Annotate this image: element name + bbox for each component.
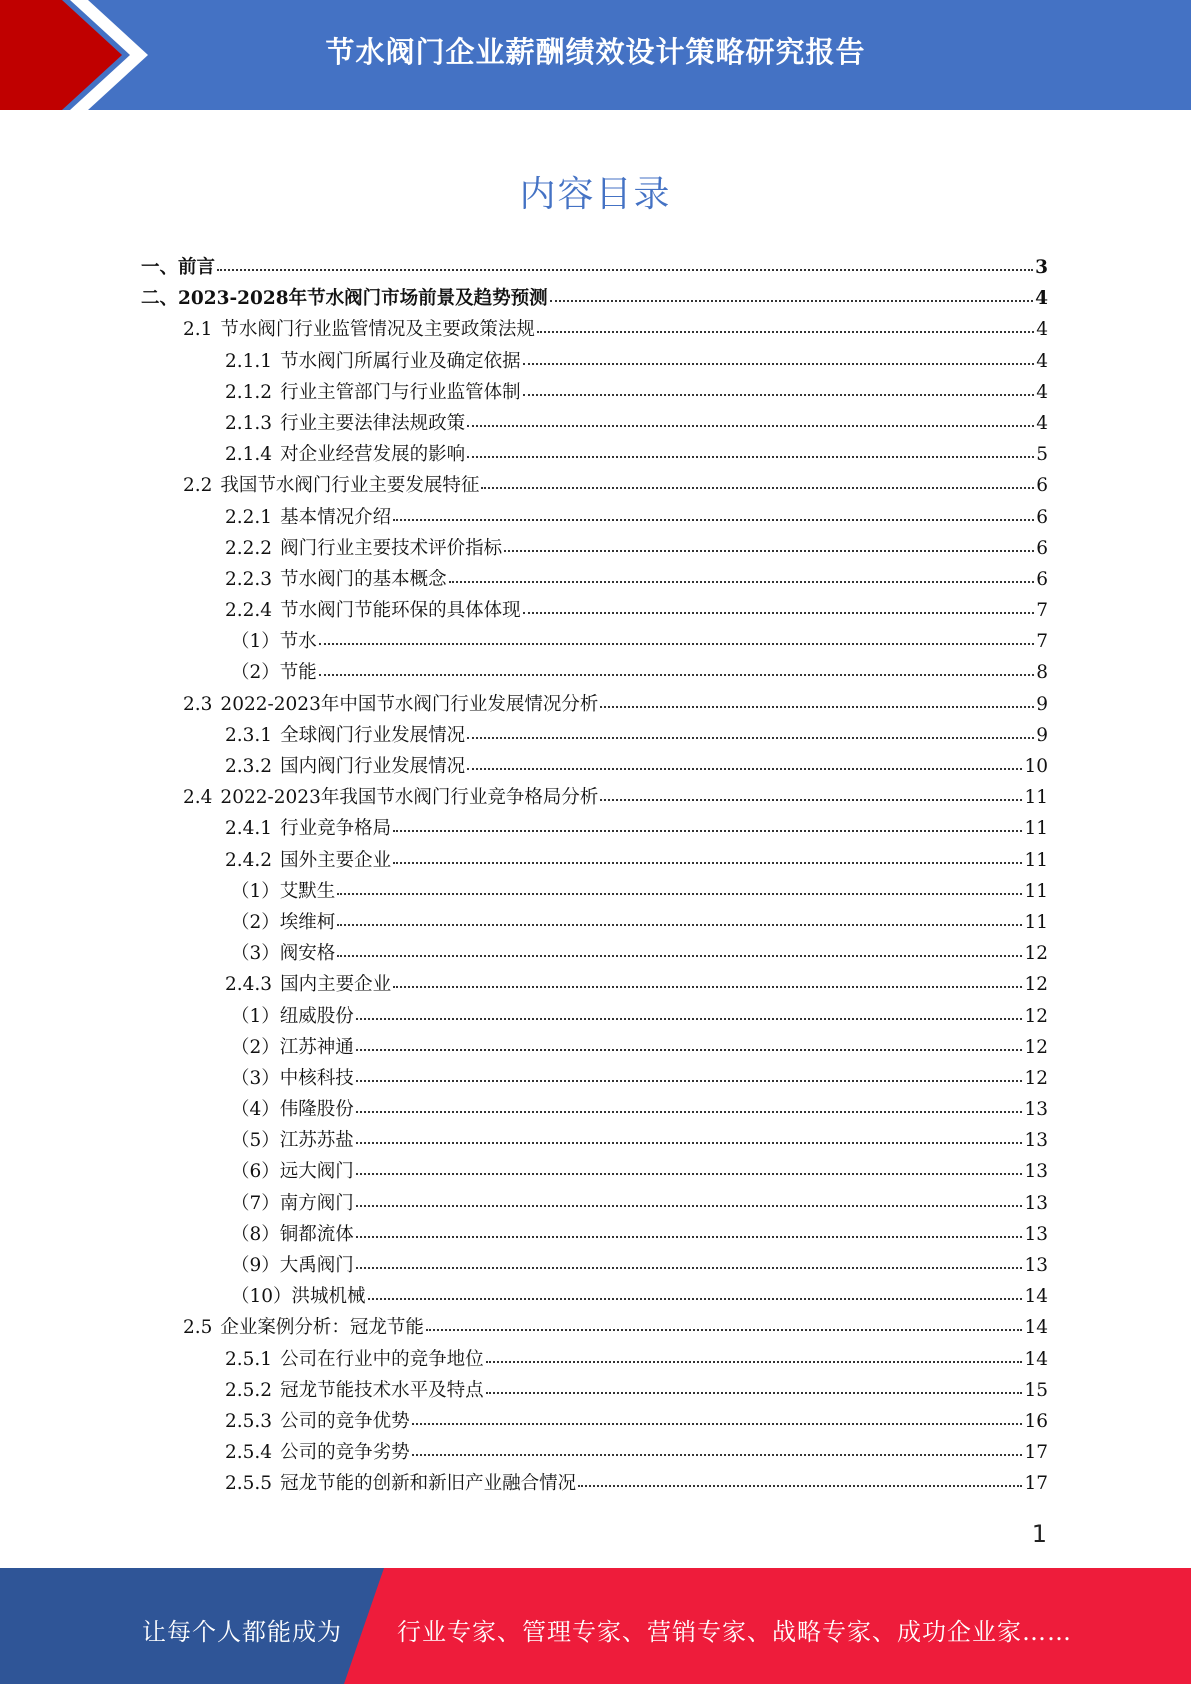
toc-entry-page: 3 [1035, 257, 1048, 278]
toc-leader-dots [426, 1315, 1023, 1332]
toc-entry-text: 艾默生 [279, 880, 336, 902]
toc-entry[interactable] [141, 627, 1048, 658]
toc-entry-text: 节水阀门所属行业及确定依据 [280, 350, 521, 372]
toc-leader-dots [550, 286, 1033, 303]
toc-entry-label [231, 1064, 354, 1090]
toc-entry-text: 前言 [178, 257, 216, 278]
toc-entry-text: 伟隆股份 [279, 1099, 354, 1121]
toc-entry-label [231, 908, 335, 934]
toc-entry-label [225, 378, 521, 404]
toc-entry[interactable] [141, 315, 1048, 346]
toc-entry-number: （7） [231, 1192, 280, 1214]
toc-entry[interactable] [141, 1126, 1048, 1157]
toc-entry[interactable] [141, 1157, 1048, 1188]
toc-entry-number: 2.5 [183, 1317, 213, 1339]
toc-entry-page: 12 [1024, 1036, 1048, 1058]
toc-leader-dots [319, 629, 1034, 646]
toc-entry-text: 国内主要企业 [280, 974, 392, 996]
toc-entry-text: 国内阀门行业发展情况 [280, 756, 466, 777]
toc-entry-label [225, 752, 465, 778]
toc-entry[interactable] [141, 253, 1048, 284]
toc-entry-number: （3） [231, 1067, 280, 1089]
toc-leader-dots [486, 1346, 1023, 1363]
toc-entry-label [231, 1095, 354, 1121]
toc-entry-label [225, 347, 521, 373]
toc-entry-text: 洪城机械 [291, 1286, 366, 1308]
toc-entry-label [183, 471, 479, 497]
toc-entry-text: 国外主要企业 [280, 849, 392, 871]
toc-entry-page: 11 [1024, 880, 1048, 902]
toc-entry[interactable] [141, 721, 1048, 752]
toc-entry-number: （2） [231, 911, 280, 933]
toc-entry[interactable] [141, 658, 1048, 689]
toc-entry-number: （10） [231, 1286, 292, 1308]
toc-entry-label [225, 721, 465, 747]
toc-entry-label [183, 783, 598, 809]
toc-entry-label [231, 1002, 354, 1028]
toc-entry-page: 13 [1024, 1255, 1048, 1276]
toc-entry-label [231, 627, 317, 653]
toc-entry[interactable] [141, 534, 1048, 565]
toc-entry[interactable] [141, 1376, 1048, 1407]
toc-entry-text: 远大阀门 [279, 1161, 354, 1183]
toc-entry-page: 12 [1024, 1067, 1048, 1089]
toc-entry[interactable] [141, 908, 1048, 939]
toc-entry-label [225, 565, 447, 591]
toc-leader-dots [600, 785, 1022, 802]
toc-entry-page: 12 [1024, 1005, 1048, 1027]
toc-leader-dots [356, 1190, 1023, 1207]
toc-leader-dots [393, 504, 1034, 521]
toc-leader-dots [412, 1439, 1023, 1456]
toc-entry-label [231, 1220, 354, 1246]
toc-entry-number: 二、 [141, 288, 179, 310]
toc-entry-page: 6 [1036, 475, 1048, 497]
toc-entry-text: 企业案例分析：冠龙节能 [220, 1317, 424, 1339]
toc-entry[interactable] [141, 939, 1048, 970]
page-number: 1 [1031, 1520, 1047, 1548]
toc-entry-text: 冠龙节能的创新和新旧产业融合情况 [280, 1473, 577, 1495]
toc-entry-number: 2.5.5 [225, 1473, 273, 1495]
toc-leader-dots [523, 597, 1035, 614]
toc-entry-text: 公司在行业中的竞争地位 [280, 1348, 484, 1370]
toc-entry-page: 7 [1036, 600, 1048, 622]
toc-entry[interactable] [141, 1002, 1048, 1033]
toc-entry[interactable] [141, 1095, 1048, 1126]
toc-entry-page: 11 [1024, 911, 1048, 933]
toc-entry-text: 江苏神通 [279, 1036, 354, 1058]
toc-entry-text: 节水阀门的基本概念 [280, 568, 447, 590]
toc-entry-text: 冠龙节能技术水平及特点 [280, 1379, 484, 1401]
footer-slogan-right: 行业专家、管理专家、营销专家、战略专家、成功企业家…… [397, 1618, 1072, 1646]
toc-entry[interactable] [141, 378, 1048, 409]
toc-entry-number: （2） [231, 1036, 280, 1058]
toc-entry-page: 7 [1036, 631, 1048, 653]
toc-entry-page: 11 [1024, 818, 1048, 840]
toc-entry-number: 2.4.1 [225, 818, 273, 840]
toc-entry-number: 2.2.3 [225, 568, 273, 590]
toc-entry-page: 13 [1024, 1161, 1048, 1183]
toc-entry-text: 公司的竞争劣势 [280, 1442, 410, 1464]
toc-entry-label [231, 1157, 354, 1183]
toc-entry-number: 2.1.3 [225, 412, 273, 434]
toc-leader-dots [467, 410, 1034, 427]
toc-entry-number: （6） [231, 1161, 280, 1183]
toc-entry-label [231, 939, 335, 965]
toc-entry-text: 行业主管部门与行业监管体制 [280, 381, 521, 403]
toc-leader-dots [356, 1065, 1023, 1082]
toc-entry-text: 基本情况介绍 [280, 506, 392, 528]
toc-entry-text: 公司的竞争优势 [280, 1410, 410, 1432]
toc-entry-page: 17 [1024, 1442, 1048, 1464]
toc-entry-label [231, 1126, 354, 1152]
toc-entry-number: 2.1.4 [225, 444, 273, 466]
toc-entry-text: 2022-2023年中国节水阀门行业发展情况分析 [220, 693, 599, 715]
toc-entry-page: 14 [1024, 1286, 1048, 1308]
toc-entry-page: 13 [1024, 1130, 1048, 1152]
toc-entry-number: （1） [231, 1005, 280, 1027]
toc-entry-page: 9 [1036, 693, 1048, 715]
toc-leader-dots [356, 1221, 1023, 1238]
toc-entry[interactable] [141, 409, 1048, 440]
toc-entry-number: 2.3 [183, 693, 213, 715]
toc-entry-page: 6 [1036, 537, 1048, 559]
toc-entry-label [141, 284, 548, 310]
toc-entry-label [231, 877, 335, 903]
toc-entry-number: 2.3.1 [225, 724, 273, 746]
toc-entry-label [141, 253, 215, 279]
toc-leader-dots [449, 566, 1035, 583]
toc-entry[interactable] [141, 471, 1048, 502]
toc-entry-number: （9） [231, 1255, 280, 1276]
toc-entry-page: 10 [1024, 756, 1048, 777]
toc-entry-number: （3） [231, 943, 280, 965]
toc-entry-page: 4 [1036, 319, 1048, 341]
toc-leader-dots [600, 691, 1034, 708]
toc-entry-text: 埃维柯 [279, 911, 336, 933]
toc-entry[interactable] [141, 347, 1048, 378]
toc-entry-label [225, 1407, 410, 1433]
toc-entry-text: 节水 [279, 631, 317, 653]
toc-leader-dots [356, 1034, 1023, 1051]
toc-entry-label [225, 1469, 576, 1495]
toc-entry[interactable] [141, 1345, 1048, 1376]
toc-entry-page: 4 [1036, 350, 1048, 372]
toc-entry-label [225, 1438, 410, 1464]
toc-leader-dots [467, 722, 1034, 739]
toc-leader-dots [337, 909, 1022, 926]
toc-leader-dots [467, 753, 1022, 770]
toc-entry-label [225, 409, 465, 435]
toc-entry-text: 行业竞争格局 [280, 818, 392, 840]
toc-leader-dots [337, 878, 1022, 895]
toc-entry[interactable] [141, 690, 1048, 721]
toc-title: 内容目录 [519, 174, 672, 215]
toc-entry-label [225, 534, 502, 560]
toc-entry-page: 12 [1024, 943, 1048, 965]
toc-leader-dots [486, 1377, 1023, 1394]
toc-entry-page: 17 [1024, 1473, 1048, 1495]
toc-entry-page: 11 [1024, 849, 1048, 871]
toc-entry[interactable] [141, 1407, 1048, 1438]
toc-entry[interactable] [141, 1033, 1048, 1064]
toc-entry-label [225, 846, 391, 872]
toc-entry-text: 节水阀门节能环保的具体体现 [280, 600, 521, 622]
toc-entry-page: 12 [1024, 974, 1048, 996]
toc-entry[interactable] [141, 1282, 1048, 1313]
toc-entry-number: 2.4 [183, 787, 213, 809]
toc-leader-dots [368, 1284, 1023, 1301]
toc-entry-text: 2023-2028年节水阀门市场前景及趋势预测 [178, 288, 548, 310]
toc-entry[interactable] [141, 752, 1048, 783]
toc-entry-label [225, 814, 391, 840]
toc-entry-label [231, 658, 317, 684]
toc-entry-page: 13 [1024, 1223, 1048, 1245]
toc-leader-dots [356, 1128, 1023, 1145]
toc-entry-page: 13 [1024, 1099, 1048, 1121]
toc-entry-page: 9 [1036, 724, 1048, 746]
toc-entry-number: 2.3.2 [225, 756, 273, 777]
toc-entry-label [225, 596, 521, 622]
table-of-contents [141, 253, 1048, 1501]
toc-entry-number: 2.2 [183, 475, 213, 497]
toc-leader-dots [356, 1096, 1023, 1113]
toc-entry-page: 5 [1036, 444, 1048, 466]
toc-entry-text: 南方阀门 [279, 1192, 354, 1214]
toc-leader-dots [523, 379, 1035, 396]
toc-entry[interactable] [141, 970, 1048, 1001]
toc-entry[interactable] [141, 565, 1048, 596]
toc-entry-page: 14 [1024, 1348, 1048, 1370]
toc-entry-text: 行业主要法律法规政策 [280, 412, 466, 434]
toc-entry-number: （1） [231, 631, 280, 653]
toc-leader-dots [356, 1252, 1023, 1269]
toc-entry-text: 全球阀门行业发展情况 [280, 724, 466, 746]
toc-entry[interactable] [141, 1469, 1048, 1500]
toc-leader-dots [481, 473, 1034, 490]
toc-entry-label [183, 690, 598, 716]
toc-entry[interactable] [141, 783, 1048, 814]
toc-entry-text: 我国节水阀门行业主要发展特征 [220, 475, 480, 497]
toc-entry[interactable] [141, 596, 1048, 627]
toc-entry[interactable] [141, 1189, 1048, 1220]
toc-leader-dots [537, 317, 1034, 334]
toc-entry-text: 节水阀门行业监管情况及主要政策法规 [220, 319, 535, 341]
toc-entry-label [225, 503, 391, 529]
page-footer [0, 1568, 1191, 1684]
toc-entry-number: 一、 [141, 257, 179, 278]
toc-entry-number: 2.4.3 [225, 974, 273, 996]
toc-entry-page: 6 [1036, 568, 1048, 590]
toc-entry-label [225, 1376, 484, 1402]
toc-entry-number: 2.2.2 [225, 537, 273, 559]
toc-entry[interactable] [141, 1313, 1048, 1344]
toc-entry[interactable] [141, 1251, 1048, 1282]
toc-entry-label [231, 1189, 354, 1215]
toc-leader-dots [504, 535, 1034, 552]
toc-entry-text: 对企业经营发展的影响 [280, 444, 466, 466]
toc-entry-label [225, 440, 465, 466]
toc-entry-page: 16 [1024, 1410, 1048, 1432]
toc-entry-label [183, 1313, 424, 1339]
toc-leader-dots [217, 254, 1033, 271]
toc-entry-label [225, 970, 391, 996]
toc-entry[interactable] [141, 814, 1048, 845]
toc-leader-dots [393, 816, 1022, 833]
toc-leader-dots [412, 1408, 1023, 1425]
toc-entry[interactable] [141, 846, 1048, 877]
toc-entry-page: 15 [1024, 1379, 1048, 1401]
toc-entry-number: 2.4.2 [225, 849, 273, 871]
toc-entry-number: （1） [231, 880, 280, 902]
toc-leader-dots [337, 940, 1022, 957]
toc-entry-page: 6 [1036, 506, 1048, 528]
toc-entry-number: （5） [231, 1130, 280, 1152]
toc-entry-text: 铜都流体 [279, 1223, 354, 1245]
toc-entry-page: 8 [1036, 662, 1048, 684]
page-header [0, 0, 1191, 110]
toc-entry-text: 江苏苏盐 [279, 1130, 354, 1152]
toc-leader-dots [467, 441, 1034, 458]
toc-entry-page: 4 [1035, 288, 1048, 310]
toc-entry-label [231, 1033, 354, 1059]
toc-entry-number: 2.5.2 [225, 1379, 273, 1401]
toc-entry-number: 2.5.3 [225, 1410, 273, 1432]
footer-slogan-left: 让每个人都能成为 [142, 1618, 342, 1646]
toc-entry-label [183, 315, 535, 341]
header-title: 节水阀门企业薪酬绩效设计策略研究报告 [325, 35, 866, 69]
toc-entry-page: 11 [1024, 787, 1048, 809]
toc-entry-text: 阀安格 [279, 943, 336, 965]
toc-leader-dots [356, 1159, 1023, 1176]
toc-entry[interactable] [141, 1438, 1048, 1469]
toc-leader-dots [523, 348, 1035, 365]
toc-entry-text: 纽威股份 [279, 1005, 354, 1027]
toc-leader-dots [393, 972, 1022, 989]
toc-entry-label [231, 1282, 366, 1308]
toc-entry-number: 2.2.1 [225, 506, 273, 528]
toc-entry[interactable] [141, 284, 1048, 315]
toc-leader-dots [578, 1471, 1022, 1488]
toc-entry-text: 节能 [279, 662, 317, 684]
toc-entry-page: 13 [1024, 1192, 1048, 1214]
toc-entry[interactable] [141, 440, 1048, 471]
toc-entry-number: 2.1.2 [225, 381, 273, 403]
toc-entry-number: 2.1.1 [225, 350, 273, 372]
toc-entry[interactable] [141, 877, 1048, 908]
toc-entry-number: （2） [231, 662, 280, 684]
toc-leader-dots [356, 1003, 1023, 1020]
toc-entry-label [225, 1345, 484, 1371]
toc-entry-text: 阀门行业主要技术评价指标 [280, 537, 503, 559]
toc-entry-number: （4） [231, 1099, 280, 1121]
toc-leader-dots [393, 847, 1022, 864]
toc-entry-page: 14 [1024, 1317, 1048, 1339]
toc-leader-dots [319, 660, 1034, 677]
toc-entry-text: 大禹阀门 [279, 1255, 354, 1276]
toc-entry-page: 4 [1036, 381, 1048, 403]
toc-entry[interactable] [141, 1064, 1048, 1095]
toc-entry-number: 2.5.4 [225, 1442, 273, 1464]
toc-entry-label [231, 1251, 354, 1277]
toc-entry[interactable] [141, 503, 1048, 534]
toc-entry-text: 2022-2023年我国节水阀门行业竞争格局分析 [220, 787, 599, 809]
toc-entry-number: 2.5.1 [225, 1348, 273, 1370]
toc-entry-number: 2.1 [183, 319, 213, 341]
toc-entry-text: 中核科技 [279, 1067, 354, 1089]
toc-entry-number: （8） [231, 1223, 280, 1245]
toc-entry-number: 2.2.4 [225, 600, 273, 622]
toc-entry[interactable] [141, 1220, 1048, 1251]
toc-entry-page: 4 [1036, 412, 1048, 434]
